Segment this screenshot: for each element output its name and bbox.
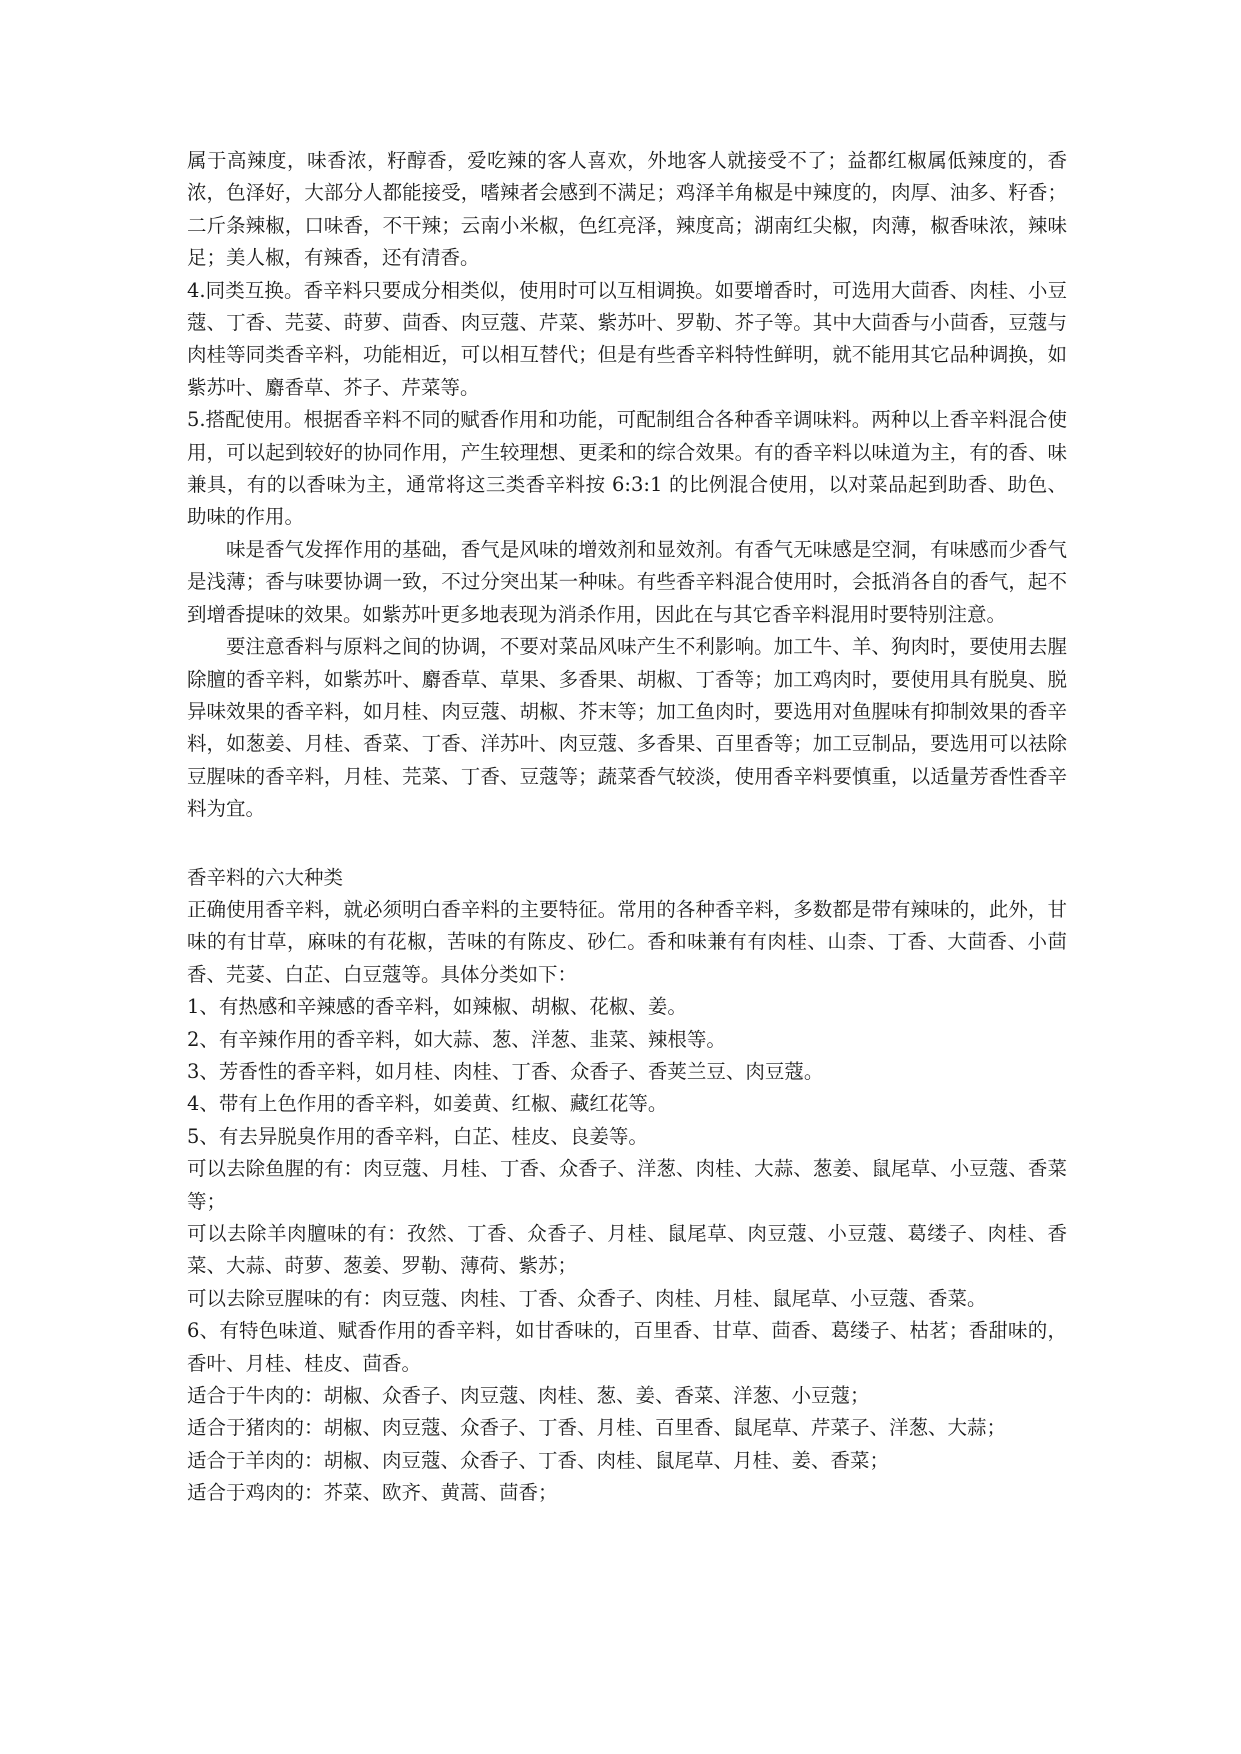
list-item-6: 6、有特色味道、赋香作用的香辛料，如甘香味的，百里香、甘草、茴香、葛缕子、枯茗；香甜味的，香叶、月桂、桂皮、茴香。 — [187, 1319, 1067, 1375]
list-item-4: 4、带有上色作用的香辛料，如姜黄、红椒、藏红花等。 — [187, 1092, 668, 1116]
paragraph-ingredient-harmony: 要注意香料与原料之间的协调，不要对菜品风味产生不利影响。加工牛、羊、狗肉时，要使用去腥除膻的香辛料，如紫苏叶、麝香草、草果、多香果、胡椒、丁香等；加工鸡肉时，要使用具有脱臭、脱异味效果的香辛料，如月桂、肉豆蔻、胡椒、芥末等；加工鱼肉时，要选用对鱼腥味有抑制效果的香辛料，如葱姜、月桂、香菜、丁香、洋苏叶、肉豆蔻、多香果、百里香等；加工豆制品，要选用可以祛除豆腥味的香辛料，月桂、芫菜、丁香、豆蔻等；蔬菜香气较淡，使用香辛料要慎重，以适量芳香性香辛料为宜。 — [187, 635, 1067, 821]
list-item-2: 2、有辛辣作用的香辛料，如大蒜、葱、洋葱、韭菜、辣根等。 — [187, 1027, 726, 1051]
document-page — [187, 145, 1067, 1510]
section-title: 香辛料的六大种类 — [187, 865, 344, 889]
paragraph-flavor-aroma: 味是香气发挥作用的基础，香气是风味的增效剂和显效剂。有香气无味感是空洞，有味感而少香气是浅薄；香与味要协调一致，不过分突出某一种味。有些香辛料混合使用时，会抵消各自的香气，起不到增香提味的效果。如紫苏叶更多地表现为消杀作用，因此在与其它香辛料混用时要特别注意。 — [187, 537, 1067, 626]
list-item-1: 1、有热感和辛辣感的香辛料，如辣椒、胡椒、花椒、姜。 — [187, 995, 687, 1019]
paragraph-pork: 适合于猪肉的：胡椒、肉豆蔻、众香子、丁香、月桂、百里香、鼠尾草、芹菜子、洋葱、大蒜； — [187, 1416, 1007, 1440]
paragraph-mutton-odor: 可以去除羊肉膻味的有：孜然、丁香、众香子、月桂、鼠尾草、肉豆蔻、小豆蔻、葛缕子、肉桂、香菜、大蒜、莳萝、葱姜、罗勒、薄荷、紫苏； — [187, 1222, 1067, 1278]
paragraph-intro: 正确使用香辛料，就必须明白香辛料的主要特征。常用的各种香辛料，多数都是带有辣味的，此外，甘味的有甘草，麻味的有花椒，苦味的有陈皮、砂仁。香和味兼有有肉桂、山柰、丁香、大茴香、小茴香、芫荽、白芷、白豆蔻等。具体分类如下： — [187, 897, 1067, 986]
list-item-5: 5、有去异脱臭作用的香辛料，白芷、桂皮、良姜等。 — [187, 1124, 648, 1148]
paragraph-chili-varieties: 属于高辣度，味香浓，籽醇香，爱吃辣的客人喜欢，外地客人就接受不了；益都红椒属低辣度的，香浓，色泽好，大部分人都能接受，嗜辣者会感到不满足；鸡泽羊角椒是中辣度的，肉厚、油多、籽香；二斤条辣椒，口味香，不干辣；云南小米椒，色红亮泽，辣度高；湖南红尖椒，肉薄，椒香味浓，辣味足；美人椒，有辣香，还有清香。 — [187, 149, 1067, 270]
paragraph-fish-odor: 可以去除鱼腥的有：肉豆蔻、月桂、丁香、众香子、洋葱、肉桂、大蒜、葱姜、鼠尾草、小豆蔻、香菜等； — [187, 1157, 1067, 1213]
paragraph-substitution: 4.同类互换。香辛料只要成分相类似，使用时可以互相调换。如要增香时，可选用大茴香、肉桂、小豆蔻、丁香、芫荽、莳萝、茴香、肉豆蔻、芹菜、紫苏叶、罗勒、芥子等。其中大茴香与小茴香，豆蔻与肉桂等同类香辛料，功能相近，可以相互替代；但是有些香辛料特性鲜明，就不能用其它品种调换，如紫苏叶、麝香草、芥子、芹菜等。 — [187, 278, 1067, 399]
paragraph-combination: 5.搭配使用。根据香辛料不同的赋香作用和功能，可配制组合各种香辛调味料。两种以上香辛料混合使用，可以起到较好的协同作用，产生较理想、更柔和的综合效果。有的香辛料以味道为主，有的香、味兼具，有的以香味为主，通常将这三类香辛料按 6:3:1 的比例混合使用，以对菜品起到助香、助色、助味的作用。 — [187, 408, 1067, 529]
section-gap — [187, 826, 1067, 862]
paragraph-lamb: 适合于羊肉的：胡椒、肉豆蔻、众香子、丁香、肉桂、鼠尾草、月桂、姜、香菜； — [187, 1448, 890, 1472]
paragraph-chicken: 适合于鸡肉的：芥菜、欧齐、黄蒿、茴香； — [187, 1481, 558, 1505]
paragraph-beef: 适合于牛肉的：胡椒、众香子、肉豆蔻、肉桂、葱、姜、香菜、洋葱、小豆蔻； — [187, 1384, 870, 1408]
paragraph-bean-odor: 可以去除豆腥味的有：肉豆蔻、肉桂、丁香、众香子、肉桂、月桂、鼠尾草、小豆蔻、香菜。 — [187, 1286, 987, 1310]
list-item-3: 3、芳香性的香辛料，如月桂、肉桂、丁香、众香子、香荚兰豆、肉豆蔻。 — [187, 1059, 824, 1083]
